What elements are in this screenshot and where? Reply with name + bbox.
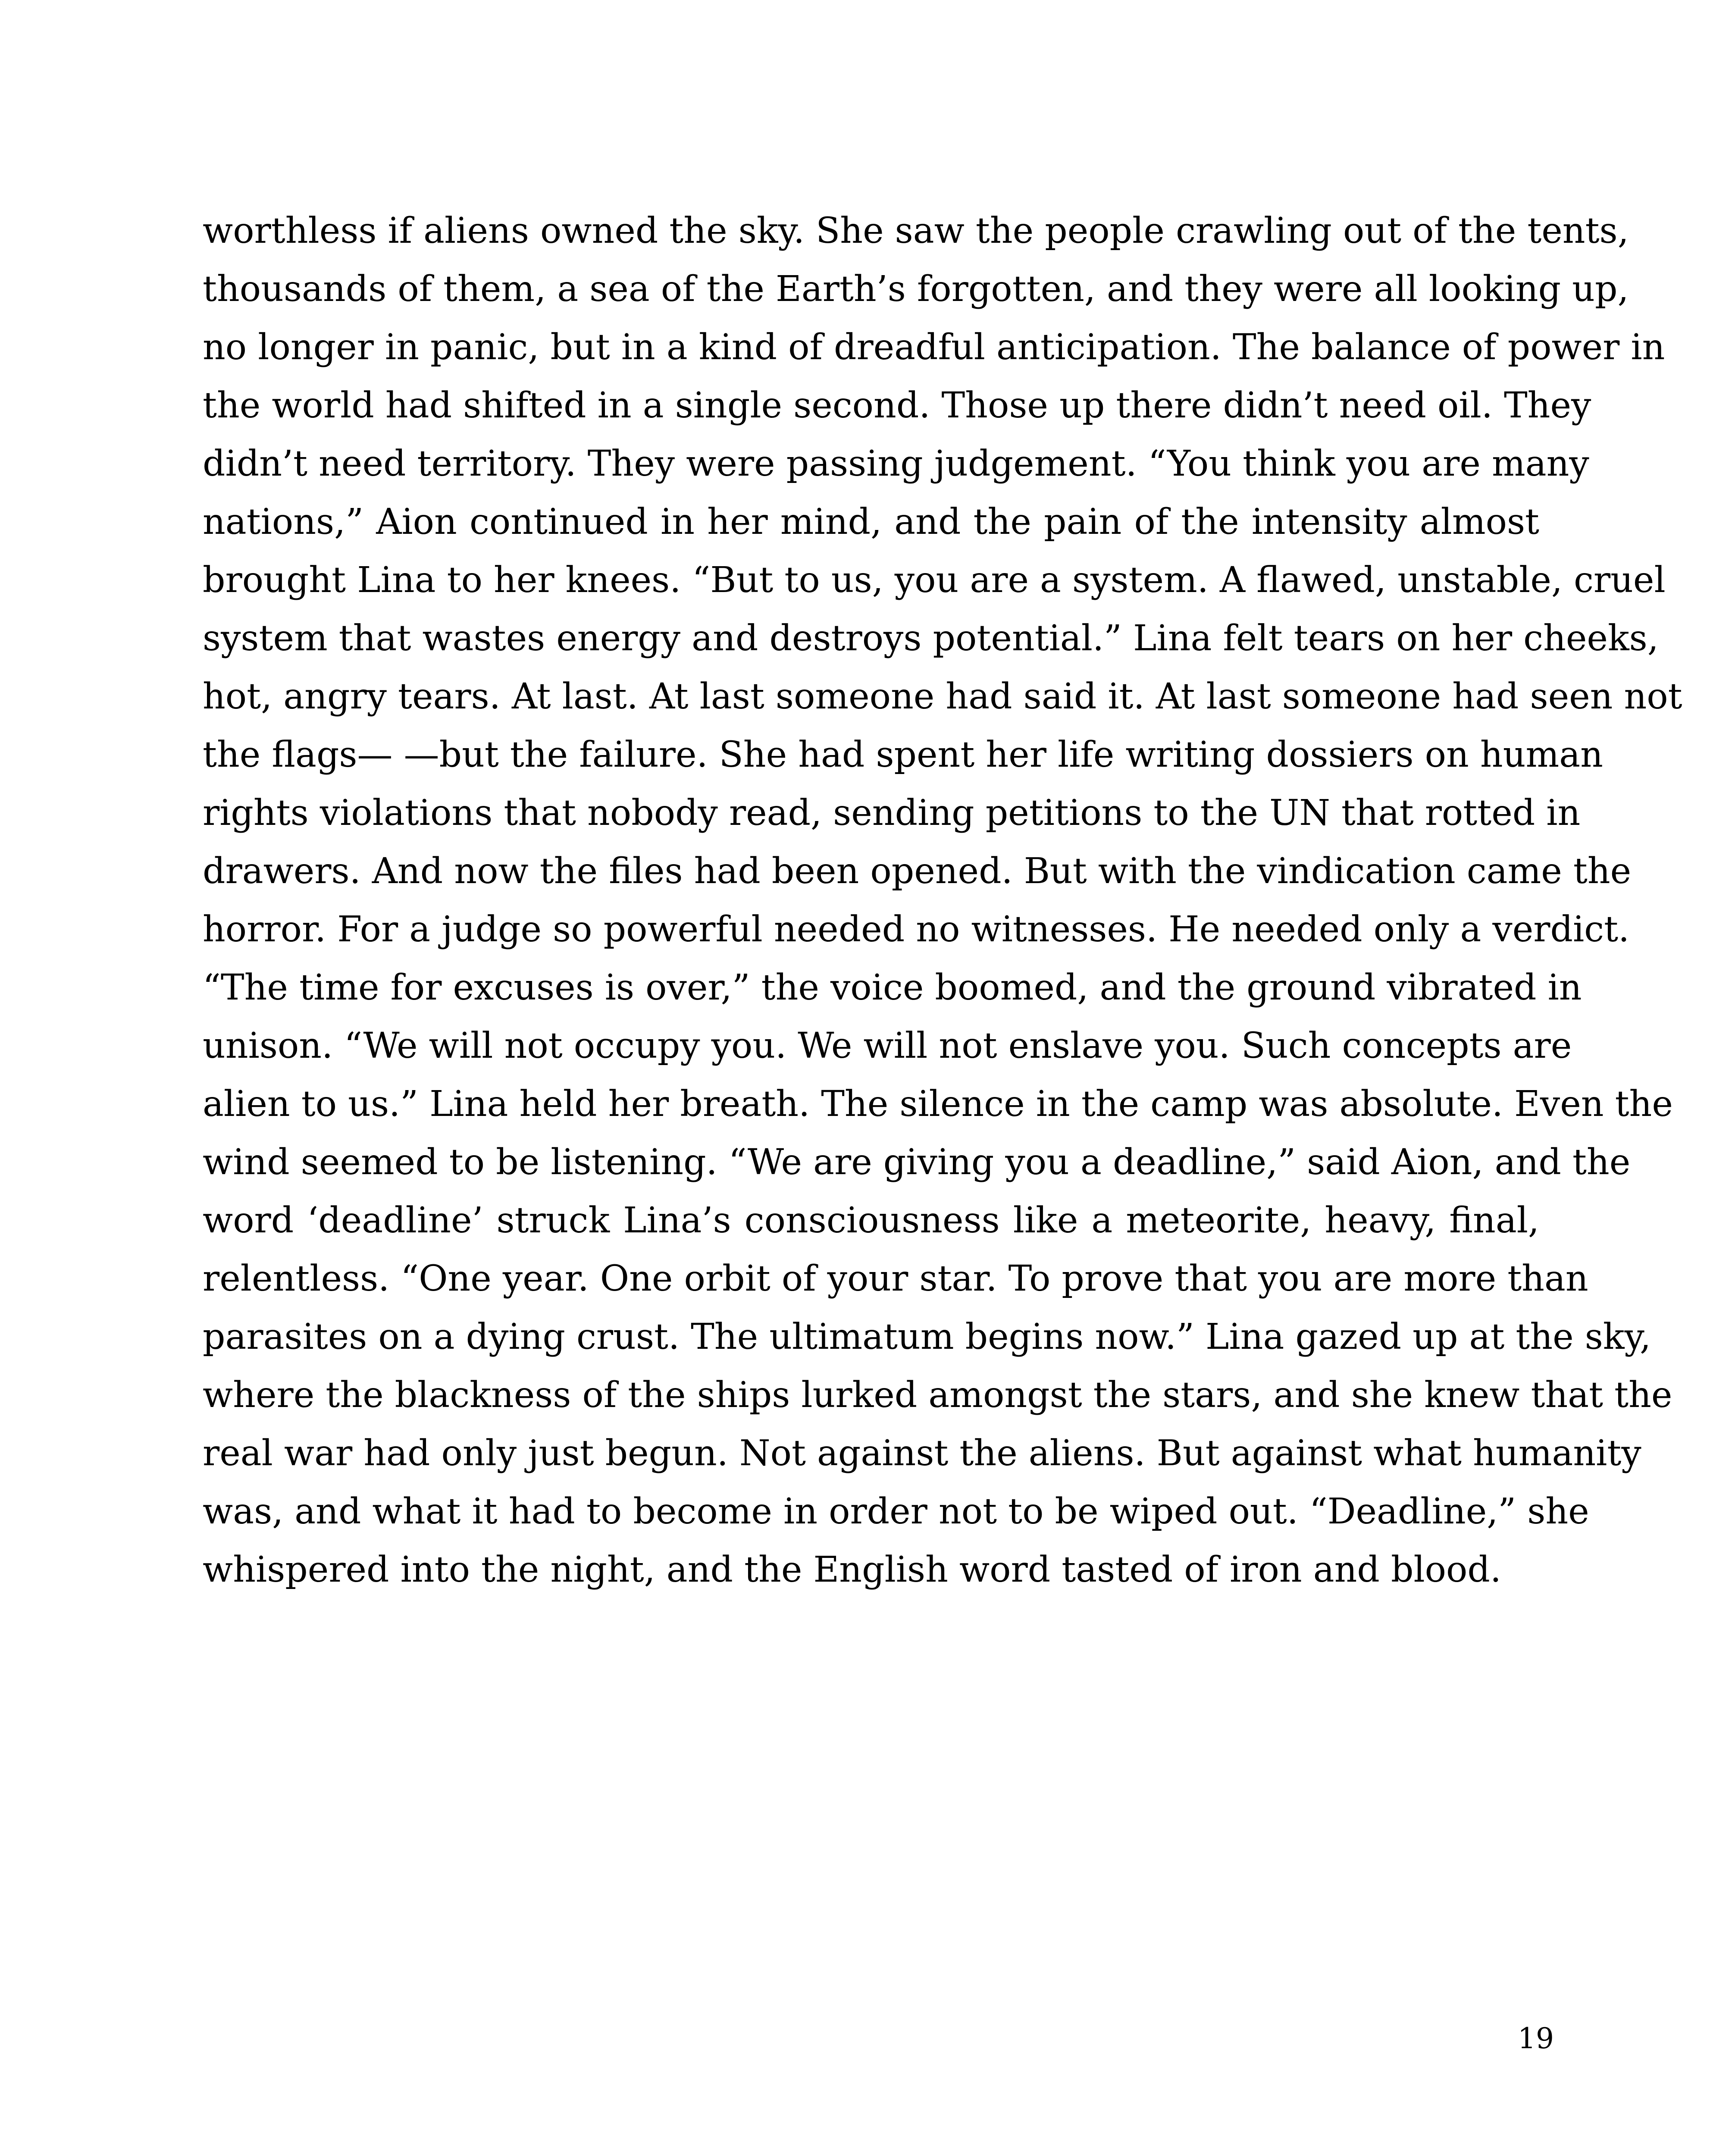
body-text [203, 202, 1682, 1599]
text-line: relentless. “One year. One orbit of your star. To prove that you are more than [203, 1258, 1588, 1299]
text-line: where the blackness of the ships lurked amongst the stars, and she knew that the [203, 1375, 1672, 1416]
text-line: thousands of them, a sea of the Earth’s forgotten, and they were all looking up, [203, 269, 1629, 310]
text-line: the world had shifted in a single second. Those up there didn’t need oil. They [203, 385, 1591, 426]
text-line: horror. For a judge so powerful needed no witnesses. He needed only a verdict. [203, 909, 1630, 950]
text-line: word ‘deadline’ struck Lina’s consciousness like a meteorite, heavy, final, [203, 1200, 1539, 1241]
text-line: whispered into the night, and the English word tasted of iron and blood. [203, 1549, 1501, 1590]
text-line: “The time for excuses is over,” the voice boomed, and the ground vibrated in [203, 967, 1582, 1008]
text-line: was, and what it had to become in order not to be wiped out. “Deadline,” she [203, 1491, 1589, 1532]
text-line: real war had only just begun. Not against the aliens. But against what humanity [203, 1433, 1641, 1474]
text-line: parasites on a dying crust. The ultimatum begins now.” Lina gazed up at the sky, [203, 1316, 1651, 1357]
text-line: system that wastes energy and destroys potential.” Lina felt tears on her cheeks, [203, 618, 1659, 659]
text-line: alien to us.” Lina held her breath. The silence in the camp was absolute. Even the [203, 1084, 1673, 1125]
text-line: nations,” Aion continued in her mind, and the pain of the intensity almost [203, 501, 1539, 542]
text-line: unison. “We will not occupy you. We will not enslave you. Such concepts are [203, 1025, 1572, 1066]
text-line: didn’t need territory. They were passing judgement. “You think you are many [203, 443, 1589, 484]
text-line: wind seemed to be listening. “We are giving you a deadline,” said Aion, and the [203, 1142, 1631, 1183]
text-line: rights violations that nobody read, sending petitions to the UN that rotted in [203, 793, 1581, 834]
page-number: 19 [1518, 2022, 1554, 2055]
text-line: no longer in panic, but in a kind of dreadful anticipation. The balance of power in [203, 327, 1665, 368]
text-line: worthless if aliens owned the sky. She saw the people crawling out of the tents, [203, 210, 1629, 251]
text-line: the flags— —but the failure. She had spent her life writing dossiers on human [203, 734, 1603, 775]
text-line: hot, angry tears. At last. At last someone had said it. At last someone had seen not [203, 676, 1682, 717]
text-line: brought Lina to her knees. “But to us, you are a system. A flawed, unstable, cruel [203, 560, 1666, 601]
text-line: drawers. And now the files had been opened. But with the vindication came the [203, 851, 1632, 892]
